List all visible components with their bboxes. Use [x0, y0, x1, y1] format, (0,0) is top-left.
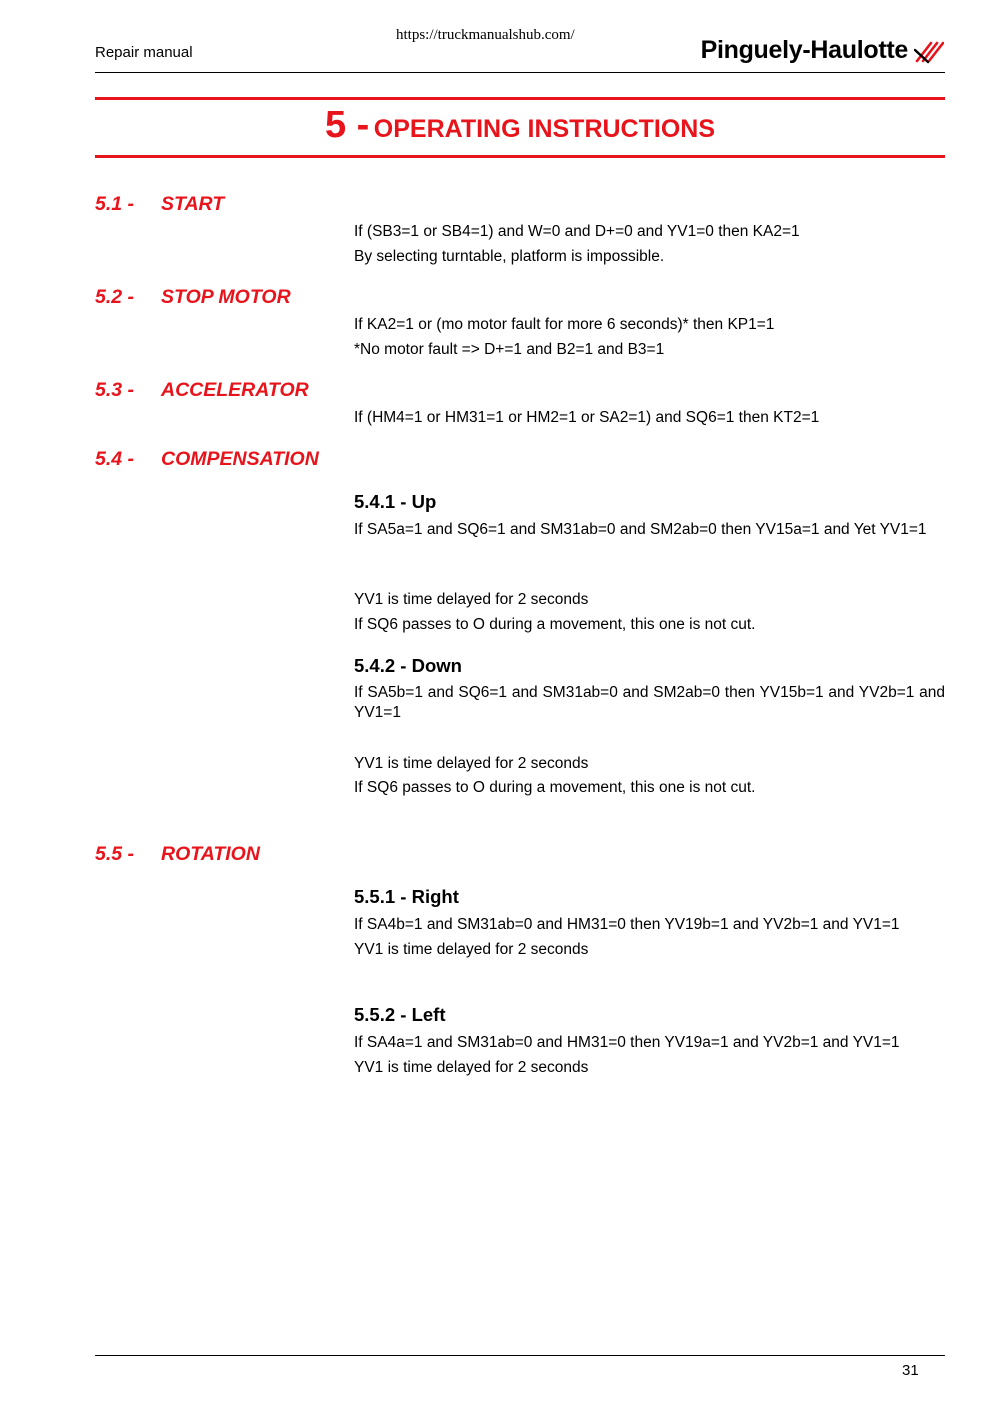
paragraph: If SQ6 passes to O during a movement, this one is not cut.	[354, 779, 756, 796]
paragraph: By selecting turntable, platform is impossible.	[354, 248, 665, 265]
brand-name: Pinguely-Haulotte	[700, 36, 908, 64]
paragraph: If SA5b=1 and SQ6=1 and SM31ab=0 and SM2ab=0 then YV15b=1 and YV2b=1 and YV1=1	[354, 684, 945, 721]
paragraph: If (HM4=1 or HM31=1 or HM2=1 or SA2=1) and SQ6=1 then KT2=1	[354, 409, 820, 426]
paragraph: If SA4b=1 and SM31ab=0 and HM31=0 then YV19b=1 and YV2b=1 and YV1=1	[354, 916, 900, 933]
section-heading-compensation: 5.4 - COMPENSATION	[95, 448, 319, 470]
source-url[interactable]: https://truckmanualshub.com/	[396, 27, 575, 43]
subsection-heading-right: 5.5.1 - Right	[354, 886, 459, 907]
chapter-bottom-rule	[95, 155, 945, 158]
footer-rule	[95, 1355, 945, 1356]
diagonal-stripes-logo-icon	[914, 40, 944, 64]
paragraph: If SA5a=1 and SQ6=1 and SM31ab=0 and SM2ab=0 then YV15a=1 and Yet YV1=1	[354, 521, 927, 538]
header-rule	[95, 72, 945, 73]
chapter-title	[95, 104, 945, 147]
paragraph: *No motor fault => D+=1 and B2=1 and B3=1	[354, 341, 665, 358]
chapter-top-rule	[95, 97, 945, 100]
chapter-name: OPERATING INSTRUCTIONS	[373, 115, 716, 143]
paragraph: YV1 is time delayed for 2 seconds	[354, 1059, 589, 1076]
paragraph: If KA2=1 or (mo motor fault for more 6 seconds)* then KP1=1	[354, 316, 775, 333]
subsection-heading-left: 5.5.2 - Left	[354, 1004, 446, 1025]
paragraph: If SQ6 passes to O during a movement, this one is not cut.	[354, 616, 756, 633]
chapter-number: 5 -	[324, 104, 370, 146]
document-type: Repair manual	[95, 44, 193, 61]
paragraph: YV1 is time delayed for 2 seconds	[354, 941, 589, 958]
paragraph: YV1 is time delayed for 2 seconds	[354, 591, 589, 608]
section-heading-rotation: 5.5 - ROTATION	[95, 843, 260, 865]
paragraph: If SA4a=1 and SM31ab=0 and HM31=0 then YV19a=1 and YV2b=1 and YV1=1	[354, 1034, 900, 1051]
section-heading-stop-motor: 5.2 - STOP MOTOR	[95, 286, 291, 308]
subsection-heading-down: 5.4.2 - Down	[354, 655, 462, 676]
paragraph: YV1 is time delayed for 2 seconds	[354, 755, 589, 772]
subsection-heading-up: 5.4.1 - Up	[354, 491, 437, 512]
page-number: 31	[902, 1362, 919, 1379]
section-heading-start: 5.1 - START	[95, 193, 225, 215]
section-heading-accelerator: 5.3 - ACCELERATOR	[95, 379, 309, 401]
paragraph: If (SB3=1 or SB4=1) and W=0 and D+=0 and YV1=0 then KA2=1	[354, 223, 800, 240]
